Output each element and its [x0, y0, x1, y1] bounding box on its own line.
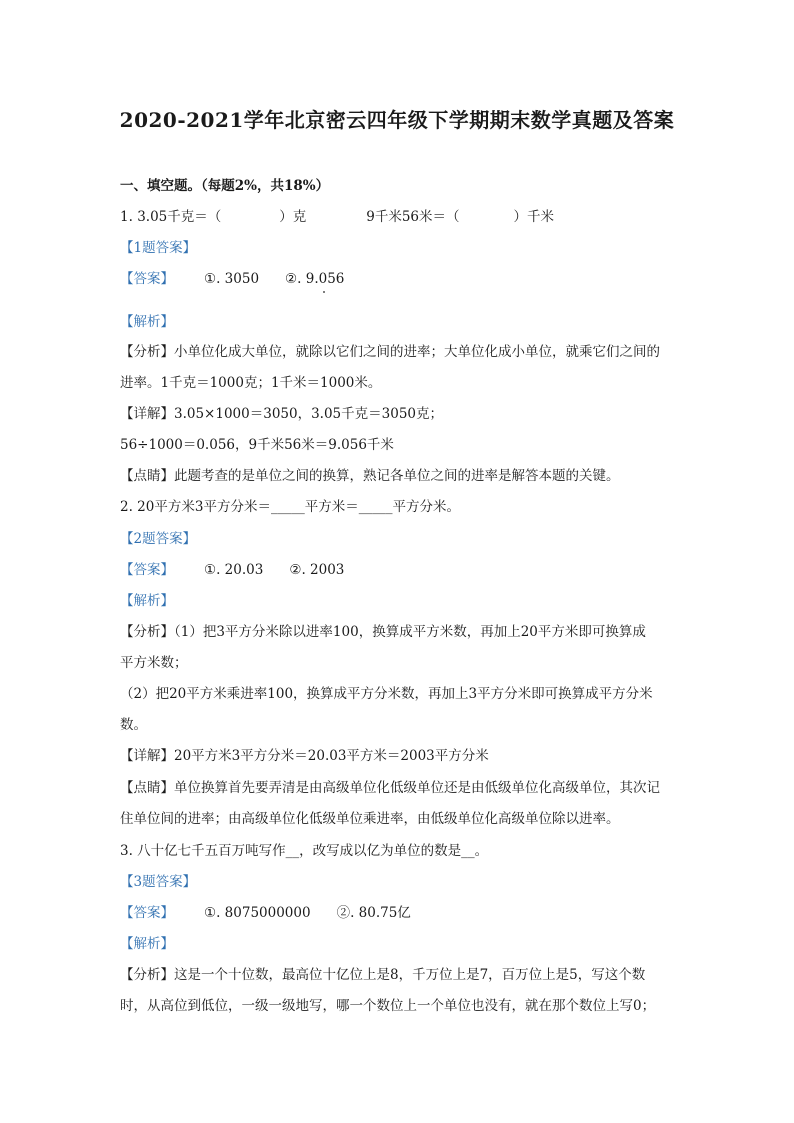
answer-line [120, 560, 680, 580]
detail-label: 【详解】 [120, 748, 174, 764]
analysis-text: 数。 [120, 717, 147, 733]
comment-label: 【点睛】 [120, 468, 174, 484]
comment-label: 【点睛】 [120, 780, 174, 796]
analysis-text: （2）把20平方米乘进率100，换算成平方分米数，再加上3平方分米即可换算成平方分米 [120, 686, 653, 702]
page-title: 2020-2021学年北京密云四年级下学期期末数学真题及答案 [119, 108, 675, 132]
answer-line [120, 903, 680, 923]
comment-text [120, 778, 680, 798]
section-heading: 一、填空题。（每题2%，共18%） [120, 178, 330, 194]
question-2: 2. 20平方米3平方分米＝_____平方米＝_____平方分米。 [120, 499, 460, 515]
analysis-body: （1）把3平方分米除以进率100，换算成平方米数，再加上20平方米即可换算成 [174, 624, 646, 640]
question-text: 3.05千克＝（ [137, 209, 222, 225]
stray-mark [323, 291, 325, 293]
answer-label: 【答案】 [120, 271, 174, 287]
answer-value-1: ①. 20.03 [204, 562, 264, 578]
answer-value-2: ②. 9.056 [285, 271, 345, 287]
analysis-text: 时，从高位到低位，一级一级地写，哪一个数位上一个单位也没有，就在那个数位上写0； [120, 998, 656, 1014]
detail-body: 20平方米3平方分米＝20.03平方米＝2003平方分米 [174, 748, 489, 764]
answer-value-2: ②. 2003 [289, 562, 345, 578]
detail-text [120, 746, 680, 766]
analysis-text [120, 965, 680, 985]
analysis-text: 平方米数； [120, 655, 188, 671]
answer-heading: 【2题答案】 [120, 531, 197, 547]
analysis-heading: 【解析】 [120, 593, 174, 609]
question-text: ）克 [279, 209, 307, 225]
analysis-body: 小单位化成大单位，就除以它们之间的进率；大单位化成小单位，就乘它们之间的 [174, 344, 660, 360]
question-1 [120, 207, 680, 227]
analysis-text [120, 342, 680, 362]
answer-value-1: ①. 3050 [204, 271, 260, 287]
question-3: 3. 八十亿七千五百万吨写作__，改写成以亿为单位的数是__。 [120, 843, 489, 859]
comment-text [120, 466, 680, 486]
answer-heading: 【3题答案】 [120, 874, 197, 890]
answer-line [120, 269, 680, 289]
detail-label: 【详解】 [120, 406, 174, 422]
analysis-text [120, 622, 680, 642]
answer-value-2: ②. 80.75亿 [336, 905, 411, 921]
question-text: 9千米56米＝（ [366, 209, 460, 225]
answer-label: 【答案】 [120, 905, 174, 921]
analysis-body: 这是一个十位数，最高位十亿位上是8，千万位上是7，百万位上是5，写这个数 [174, 967, 646, 983]
question-number: 1. [120, 209, 133, 225]
analysis-text: 进率。1千克＝1000克；1千米＝1000米。 [120, 375, 382, 391]
analysis-heading: 【解析】 [120, 314, 174, 330]
answer-value-1: ①. 8075000000 [204, 905, 311, 921]
analysis-label: 【分析】 [120, 344, 174, 360]
comment-body: 单位换算首先要弄清是由高级单位化低级单位还是由低级单位化高级单位，其次记 [174, 780, 660, 796]
answer-label: 【答案】 [120, 562, 174, 578]
question-text: ）千米 [513, 209, 555, 225]
detail-body: 3.05×1000＝3050，3.05千克＝3050克； [174, 406, 443, 422]
comment-text: 住单位间的进率；由高级单位化低级单位乘进率，由低级单位化高级单位除以进率。 [120, 811, 620, 827]
analysis-label: 【分析】 [120, 967, 174, 983]
comment-body: 此题考查的是单位之间的换算，熟记各单位之间的进率是解答本题的关键。 [174, 468, 620, 484]
detail-text: 56÷1000＝0.056，9千米56米＝9.056千米 [120, 437, 394, 453]
analysis-label: 【分析】 [120, 624, 174, 640]
answer-heading: 【1题答案】 [120, 240, 197, 256]
analysis-heading: 【解析】 [120, 936, 174, 952]
detail-text [120, 404, 680, 424]
